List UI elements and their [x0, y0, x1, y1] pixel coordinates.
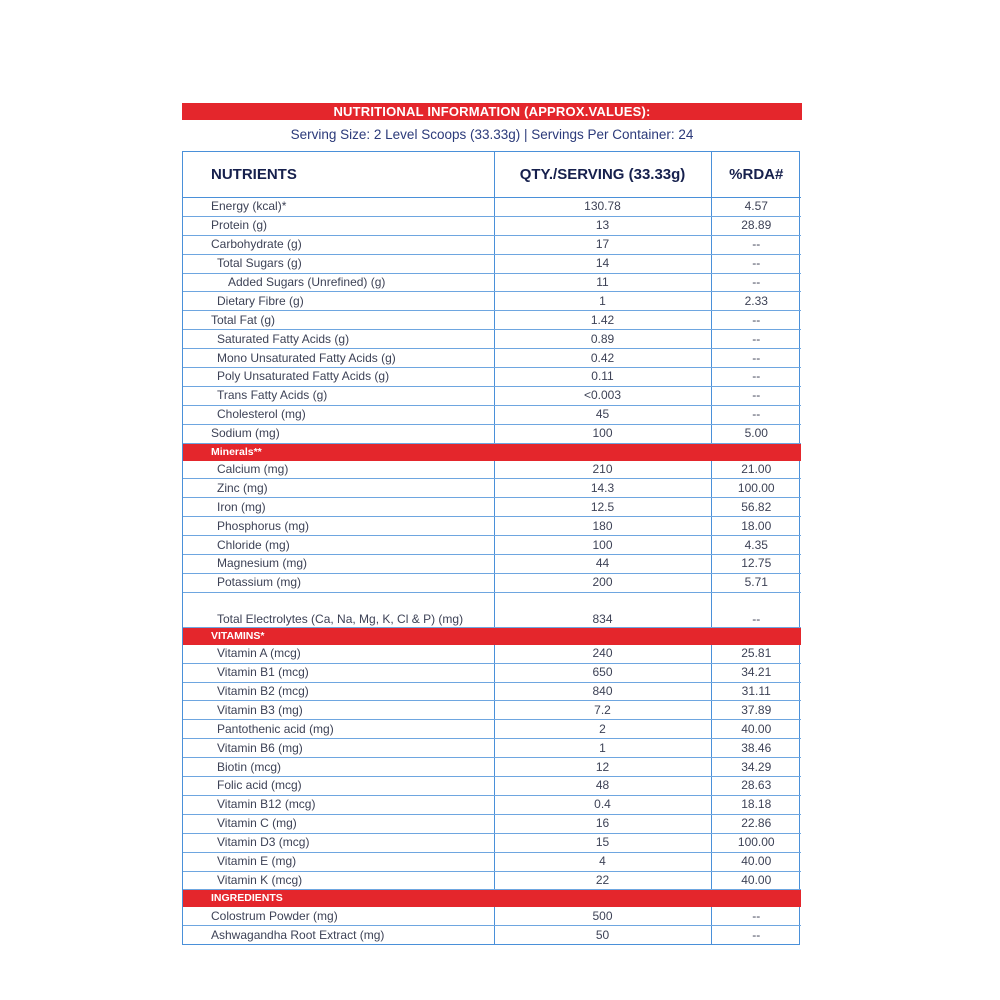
table-row	[183, 777, 801, 796]
qty-per-serving-cell: <0.003	[494, 386, 711, 405]
rda-percent-cell: 34.29	[711, 758, 801, 777]
nutrient-name-cell: Iron (mg)	[183, 498, 494, 517]
nutrient-name-cell: Cholesterol (mg)	[183, 405, 494, 424]
table-row	[183, 739, 801, 758]
section-minerals	[183, 443, 801, 460]
qty-per-serving-cell: 210	[494, 460, 711, 479]
table-row	[183, 758, 801, 777]
rda-percent-cell: 28.89	[711, 216, 801, 235]
nutrient-name-cell: Sodium (mg)	[183, 424, 494, 443]
nutrient-name-cell: Vitamin B12 (mcg)	[183, 795, 494, 814]
qty-per-serving-cell: 16	[494, 814, 711, 833]
table-row	[183, 498, 801, 517]
rda-percent-cell: 100.00	[711, 833, 801, 852]
rda-percent-cell: --	[711, 907, 801, 926]
qty-per-serving-cell: 17	[494, 235, 711, 254]
table-row	[183, 833, 801, 852]
table-row	[183, 517, 801, 536]
nutrient-name-cell: Pantothenic acid (mg)	[183, 720, 494, 739]
qty-per-serving-cell: 0.4	[494, 795, 711, 814]
qty-per-serving-cell: 650	[494, 663, 711, 682]
nutrient-name-cell: Mono Unsaturated Fatty Acids (g)	[183, 349, 494, 368]
nutrition-title-banner: NUTRITIONAL INFORMATION (APPROX.VALUES):	[182, 103, 802, 120]
table-row	[183, 368, 801, 387]
qty-per-serving-cell: 0.89	[494, 330, 711, 349]
rda-percent-cell: --	[711, 405, 801, 424]
rda-percent-cell: 18.00	[711, 517, 801, 536]
rda-percent-cell: --	[752, 927, 761, 942]
table-row	[183, 682, 801, 701]
rda-percent-cell: --	[711, 311, 801, 330]
rda-percent-cell: 18.18	[711, 795, 801, 814]
nutrient-name-cell: Protein (g)	[183, 216, 494, 235]
rda-percent-cell: 37.89	[711, 701, 801, 720]
rda-percent-cell: 5.71	[711, 573, 801, 592]
table-row	[183, 814, 801, 833]
qty-per-serving-cell: 240	[494, 644, 711, 663]
rda-percent-cell: --	[711, 254, 801, 273]
rda-percent-cell: 34.21	[711, 663, 801, 682]
rda-percent-cell: 4.57	[711, 198, 801, 217]
qty-per-serving-cell: 0.42	[494, 349, 711, 368]
qty-per-serving-cell: 840	[494, 682, 711, 701]
nutrient-name-cell: Dietary Fibre (g)	[183, 292, 494, 311]
rda-percent-cell: 5.00	[711, 424, 801, 443]
qty-per-serving-cell: 500	[494, 907, 711, 926]
qty-per-serving-cell: 15	[494, 833, 711, 852]
qty-per-serving-cell: 22	[494, 871, 711, 890]
rda-percent-cell: --	[711, 349, 801, 368]
section-minerals-label: Minerals**	[183, 443, 801, 460]
nutrient-name-cell: Vitamin D3 (mcg)	[183, 833, 494, 852]
nutrient-name-cell: Calcium (mg)	[183, 460, 494, 479]
qty-per-serving-cell: 12.5	[494, 498, 711, 517]
qty-per-serving-cell: 44	[494, 555, 711, 574]
rda-percent-cell: 4.35	[711, 536, 801, 555]
nutrient-name-cell: Potassium (mg)	[183, 573, 494, 592]
table-row	[183, 479, 801, 498]
qty-per-serving-cell: 1	[494, 292, 711, 311]
table-row	[183, 216, 801, 235]
qty-per-serving-cell: 12	[494, 758, 711, 777]
table-row	[183, 795, 801, 814]
nutrient-name-cell: Vitamin A (mcg)	[183, 644, 494, 663]
qty-per-serving-cell: 180	[494, 517, 711, 536]
table-row	[183, 254, 801, 273]
qty-per-serving-cell: 14	[494, 254, 711, 273]
rda-percent-cell: 12.75	[711, 555, 801, 574]
nutrient-name-cell: Vitamin C (mg)	[183, 814, 494, 833]
table-row	[183, 330, 801, 349]
column-header-nutrients: NUTRIENTS	[183, 152, 494, 198]
nutrient-name-cell: Magnesium (mg)	[183, 555, 494, 574]
table-row	[183, 663, 801, 682]
section-vitamins-label: VITAMINS*	[183, 627, 801, 644]
nutrient-name-cell: Trans Fatty Acids (g)	[183, 386, 494, 405]
column-header-rda: %RDA#	[711, 152, 801, 198]
qty-per-serving-cell: 1	[494, 739, 711, 758]
qty-per-serving-cell: 2	[494, 720, 711, 739]
qty-per-serving-cell: 100	[494, 424, 711, 443]
nutrient-name-cell: Chloride (mg)	[183, 536, 494, 555]
rda-percent-cell: 31.11	[711, 682, 801, 701]
table-row	[183, 871, 801, 890]
rda-percent-cell: 2.33	[711, 292, 801, 311]
qty-per-serving-cell: 130.78	[494, 198, 711, 217]
qty-per-serving-cell: 48	[494, 777, 711, 796]
rda-percent-cell: 40.00	[711, 852, 801, 871]
nutrient-name-cell: Energy (kcal)*	[183, 198, 494, 217]
qty-per-serving-cell: 11	[494, 273, 711, 292]
qty-per-serving-cell: 200	[494, 573, 711, 592]
rda-percent-cell: 40.00	[711, 871, 801, 890]
table-row	[183, 592, 801, 627]
rda-percent-cell: --	[711, 592, 801, 627]
table-header-row	[183, 152, 801, 198]
qty-per-serving-cell: 4	[494, 852, 711, 871]
rda-percent-cell: 100.00	[711, 479, 801, 498]
rda-percent-cell: 28.63	[711, 777, 801, 796]
section-ingredients-label: INGREDIENTS	[183, 890, 801, 907]
section-ingredients	[183, 890, 801, 907]
nutrient-name-cell: Vitamin B1 (mcg)	[183, 663, 494, 682]
table-row	[183, 273, 801, 292]
table-row	[183, 386, 801, 405]
nutrient-name-cell: Poly Unsaturated Fatty Acids (g)	[183, 368, 494, 387]
table-row	[183, 701, 801, 720]
nutrient-name-cell: Saturated Fatty Acids (g)	[183, 330, 494, 349]
nutrient-name-cell: Zinc (mg)	[183, 479, 494, 498]
table-row	[183, 907, 801, 926]
table-row	[183, 424, 801, 443]
table-row	[183, 349, 801, 368]
table-row	[183, 405, 801, 424]
qty-per-serving-cell: 1.42	[494, 311, 711, 330]
nutrient-name-cell: Vitamin E (mg)	[183, 852, 494, 871]
table-row	[183, 460, 801, 479]
nutrient-name-cell: Total Sugars (g)	[183, 254, 494, 273]
qty-per-serving-cell: 7.2	[494, 701, 711, 720]
nutrient-name-cell: Carbohydrate (g)	[183, 235, 494, 254]
rda-percent-cell: 22.86	[711, 814, 801, 833]
qty-per-serving-cell: 14.3	[494, 479, 711, 498]
serving-size-line: Serving Size: 2 Level Scoops (33.33g) | Servings Per Container: 24	[290, 127, 694, 142]
rda-percent-cell: 25.81	[711, 644, 801, 663]
rda-percent-cell: 21.00	[711, 460, 801, 479]
nutrient-name-cell: Folic acid (mcg)	[183, 777, 494, 796]
nutrient-name-cell: Colostrum Powder (mg)	[183, 907, 494, 926]
table-row	[183, 536, 801, 555]
rda-percent-cell: --	[711, 386, 801, 405]
nutrient-name-cell: Vitamin B3 (mg)	[183, 701, 494, 720]
qty-per-serving-cell: 834	[494, 592, 711, 627]
rda-percent-cell: 40.00	[711, 720, 801, 739]
nutrient-name-cell: Phosphorus (mg)	[183, 517, 494, 536]
nutrition-table	[182, 151, 800, 945]
nutrient-name-cell: Vitamin K (mcg)	[183, 871, 494, 890]
table-row	[183, 311, 801, 330]
nutrient-name-cell: Vitamin B2 (mcg)	[183, 682, 494, 701]
qty-per-serving-cell: 0.11	[494, 368, 711, 387]
table-row	[183, 720, 801, 739]
rda-percent-cell: --	[711, 330, 801, 349]
rda-percent-cell: 56.82	[711, 498, 801, 517]
table-row	[183, 198, 801, 217]
table-row	[183, 292, 801, 311]
rda-percent-cell: --	[711, 235, 801, 254]
table-row	[183, 573, 801, 592]
nutrient-name-cell: Total Fat (g)	[183, 311, 494, 330]
nutrient-name-cell: Biotin (mcg)	[183, 758, 494, 777]
nutrient-name-cell: Total Electrolytes (Ca, Na, Mg, K, Cl & P) (mg)	[183, 592, 494, 627]
qty-per-serving-cell: 50	[494, 926, 711, 944]
table-row	[183, 852, 801, 871]
column-header-qty: QTY./SERVING (33.33g)	[494, 152, 711, 198]
table-body	[183, 198, 801, 945]
rda-percent-cell: --	[711, 273, 801, 292]
nutrient-name-cell: Added Sugars (Unrefined) (g)	[183, 273, 494, 292]
table-row	[183, 235, 801, 254]
section-vitamins	[183, 627, 801, 644]
nutrient-name-cell: Ashwagandha Root Extract (mg)	[183, 926, 494, 944]
table-row	[183, 644, 801, 663]
table-row	[183, 926, 801, 944]
qty-per-serving-cell: 45	[494, 405, 711, 424]
table-row	[183, 555, 801, 574]
rda-percent-cell: --	[711, 368, 801, 387]
qty-per-serving-cell: 13	[494, 216, 711, 235]
nutrient-name-cell: Vitamin B6 (mg)	[183, 739, 494, 758]
rda-percent-cell: 38.46	[711, 739, 801, 758]
qty-per-serving-cell: 100	[494, 536, 711, 555]
